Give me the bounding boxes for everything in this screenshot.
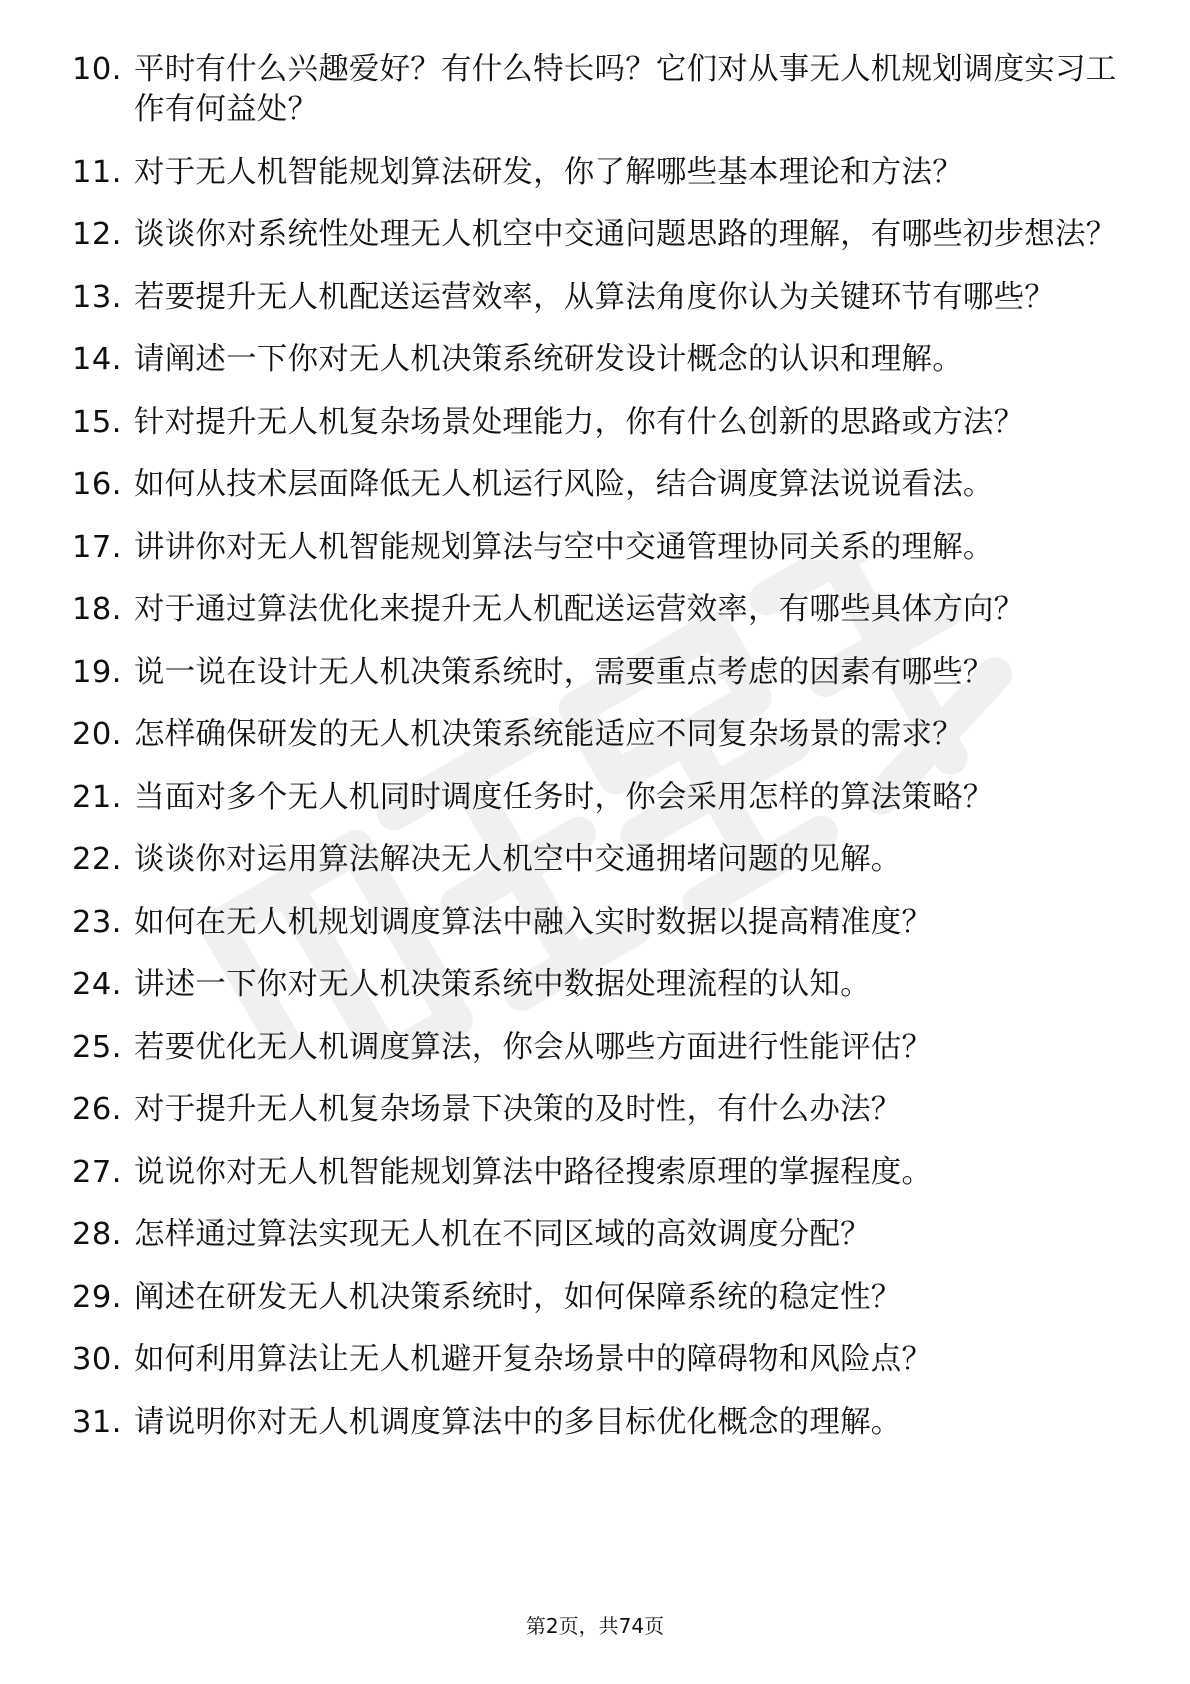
question-text: 说一说在设计无人机决策系统时，需要重点考虑的因素有哪些？ (134, 654, 994, 690)
question-text: 对于通过算法优化来提升无人机配送运营效率，有哪些具体方向？ (134, 592, 1025, 627)
question-number: 30. (71, 1342, 122, 1377)
question-item (60, 1278, 1130, 1318)
question-item (60, 965, 1130, 1005)
question-item (60, 465, 1130, 505)
question-text: 谈谈你对系统性处理无人机空中交通问题思路的理解，有哪些初步想法？ (134, 217, 1117, 252)
question-text: 对于提升无人机复杂场景下决策的及时性，有什么办法？ (134, 1092, 902, 1127)
question-number: 20. (71, 717, 122, 752)
question-item (60, 1403, 1130, 1443)
question-text: 谈谈你对运用算法解决无人机空中交通拥堵问题的见解。 (134, 842, 902, 877)
question-item (60, 715, 1130, 755)
question-number: 31. (71, 1404, 122, 1440)
question-number: 17. (71, 529, 122, 565)
question-number: 10. (71, 52, 122, 87)
question-item (60, 903, 1130, 943)
question-number: 14. (71, 342, 122, 377)
question-item (60, 153, 1130, 193)
question-item (60, 215, 1130, 255)
question-number: 25. (71, 1029, 122, 1065)
question-number: 19. (71, 654, 122, 690)
question-item (60, 1153, 1130, 1193)
question-item (60, 653, 1130, 693)
question-item (60, 1215, 1130, 1255)
question-text: 如何在无人机规划调度算法中融入实时数据以提高精准度？ (134, 904, 933, 940)
question-number: 28. (71, 1217, 122, 1252)
question-item (60, 403, 1130, 443)
question-number: 23. (71, 904, 122, 940)
question-number: 16. (71, 467, 122, 502)
question-list (60, 50, 1130, 1465)
question-number: 26. (71, 1092, 122, 1127)
question-item (60, 528, 1130, 568)
question-text: 当面对多个无人机同时调度任务时，你会采用怎样的算法策略？ (134, 779, 994, 815)
question-number: 12. (71, 217, 122, 252)
question-item (60, 778, 1130, 818)
question-item (60, 340, 1130, 380)
question-item (60, 840, 1130, 880)
question-text: 请阐述一下你对无人机决策系统研发设计概念的认识和理解。 (134, 342, 963, 377)
question-item (60, 1028, 1130, 1068)
page-footer (0, 1612, 1190, 1640)
question-text: 怎样通过算法实现无人机在不同区域的高效调度分配？ (134, 1217, 871, 1252)
question-number: 22. (71, 842, 122, 877)
question-text: 如何利用算法让无人机避开复杂场景中的障碍物和风险点？ (134, 1342, 933, 1377)
question-item (60, 590, 1130, 630)
question-text: 针对提升无人机复杂场景处理能力，你有什么创新的思路或方法？ (134, 404, 1025, 440)
question-text: 讲述一下你对无人机决策系统中数据处理流程的认知。 (134, 967, 871, 1002)
question-text: 对于无人机智能规划算法研发，你了解哪些基本理论和方法？ (134, 154, 963, 190)
question-text: 讲讲你对无人机智能规划算法与空中交通管理协同关系的理解。 (134, 529, 994, 565)
question-number: 27. (71, 1154, 122, 1190)
question-number: 11. (71, 154, 122, 190)
question-text: 请说明你对无人机调度算法中的多目标优化概念的理解。 (134, 1404, 902, 1440)
question-number: 24. (71, 967, 122, 1002)
question-text: 若要提升无人机配送运营效率，从算法角度你认为关键环节有哪些？ (134, 279, 1055, 315)
question-item (60, 1090, 1130, 1130)
question-text: 怎样确保研发的无人机决策系统能适应不同复杂场景的需求？ (134, 717, 963, 752)
question-text: 阐述在研发无人机决策系统时，如何保障系统的稳定性？ (134, 1279, 902, 1315)
question-text: 若要优化无人机调度算法，你会从哪些方面进行性能评估？ (134, 1029, 933, 1065)
question-item (60, 278, 1130, 318)
question-item (60, 50, 1130, 130)
question-text: 如何从技术层面降低无人机运行风险，结合调度算法说说看法。 (134, 467, 994, 502)
question-number: 13. (71, 279, 122, 315)
question-number: 15. (71, 404, 122, 440)
question-number: 18. (71, 592, 122, 627)
question-text: 平时有什么兴趣爱好？有什么特长吗？它们对从事无人机规划调度实习工作有何益处？ (134, 52, 1117, 127)
page-number-label: 第2页，共74页 (525, 1614, 665, 1638)
question-number: 21. (71, 779, 122, 815)
question-text: 说说你对无人机智能规划算法中路径搜索原理的掌握程度。 (134, 1154, 933, 1190)
question-item (60, 1340, 1130, 1380)
question-number: 29. (71, 1279, 122, 1315)
